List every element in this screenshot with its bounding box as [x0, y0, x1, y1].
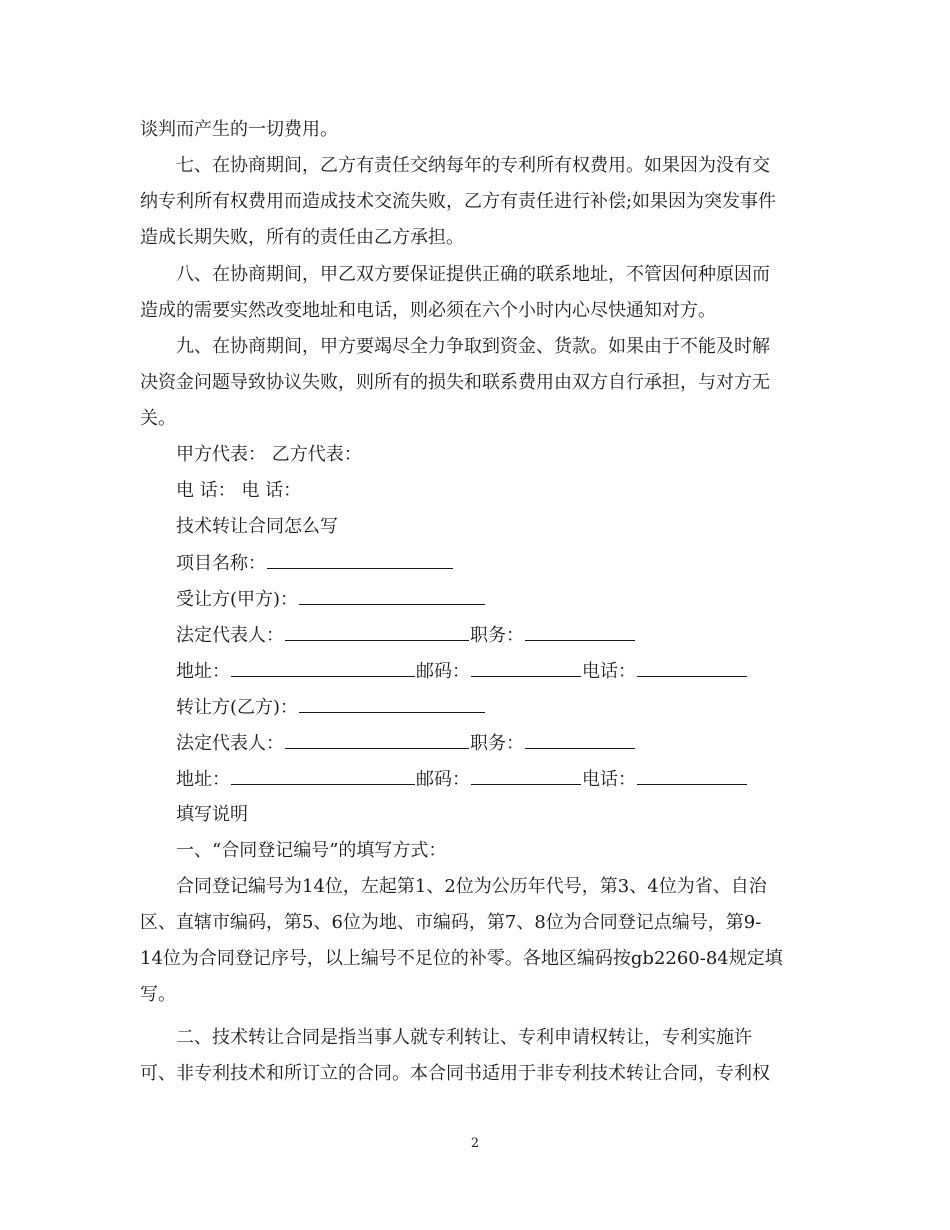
form-row-transferee-address	[176, 659, 748, 684]
form-row-transferor-legal-rep	[176, 731, 636, 756]
postcode-blank	[471, 659, 581, 677]
project-name-label: 项目名称：	[176, 553, 266, 574]
signature-representatives: 甲方代表： 乙方代表：	[176, 444, 362, 465]
form-row-transferee	[176, 587, 486, 612]
paragraph-line: 可、非专利技术和所订立的合同。本合同书适用于非专利技术转让合同，专利权	[140, 1063, 770, 1084]
postcode-label: 邮码：	[416, 661, 470, 682]
position-label: 职务：	[470, 733, 524, 754]
form-row-transferor-address	[176, 767, 748, 792]
paragraph-line: 关。	[140, 408, 176, 429]
legal-rep-label: 法定代表人：	[176, 733, 284, 754]
paragraph-line: 造成的需要实然改变地址和电话，则必须在六个小时内心尽快通知对方。	[140, 300, 716, 321]
position-blank	[525, 731, 635, 749]
paragraph-line: 八、在协商期间，甲乙双方要保证提供正确的联系地址，不管因何种原因而	[176, 264, 770, 285]
phone-label: 电话：	[582, 661, 636, 682]
phone-label: 电话：	[582, 769, 636, 790]
legal-rep-blank	[285, 623, 469, 641]
paragraph-line: 写。	[140, 984, 176, 1005]
phone-blank	[637, 767, 747, 785]
paragraph-line: 二、技术转让合同是指当事人就专利转让、专利申请权转让，专利实施许	[176, 1027, 752, 1048]
form-row-transferor	[176, 695, 486, 720]
instructions-item: 一、“合同登记编号”的填写方式：	[176, 840, 447, 861]
paragraph-line: 九、在协商期间，甲方要竭尽全力争取到资金、货款。如果由于不能及时解	[176, 336, 770, 357]
paragraph-line: 谈判而产生的一切费用。	[140, 119, 338, 140]
transferee-label: 受让方(甲方)：	[176, 589, 299, 610]
address-blank	[231, 767, 415, 785]
form-row-project-name	[176, 551, 454, 576]
transferor-label: 转让方(乙方)：	[176, 697, 299, 718]
postcode-blank	[471, 767, 581, 785]
legal-rep-label: 法定代表人：	[176, 625, 284, 646]
page-number: 2	[470, 1136, 480, 1151]
paragraph-line: 区、直辖市编码，第5、6位为地、市编码，第7、8位为合同登记点编号，第9-	[140, 912, 762, 933]
paragraph-line: 合同登记编号为14位，左起第1、2位为公历年代号，第3、4位为省、自治	[176, 876, 767, 897]
transferee-blank	[299, 587, 485, 605]
legal-rep-blank	[285, 731, 469, 749]
transferor-blank	[299, 695, 485, 713]
address-blank	[231, 659, 415, 677]
paragraph-line: 纳专利所有权费用而造成技术交流失败，乙方有责任进行补偿;如果因为突发事件	[140, 191, 777, 212]
position-label: 职务：	[470, 625, 524, 646]
project-name-blank	[267, 551, 453, 569]
form-row-transferee-legal-rep	[176, 623, 636, 648]
section-heading: 技术转让合同怎么写	[176, 516, 338, 537]
address-label: 地址：	[176, 769, 230, 790]
address-label: 地址：	[176, 661, 230, 682]
instructions-heading: 填写说明	[176, 804, 248, 825]
paragraph-line: 造成长期失败，所有的责任由乙方承担。	[140, 227, 464, 248]
postcode-label: 邮码：	[416, 769, 470, 790]
paragraph-line: 七、在协商期间，乙方有责任交纳每年的专利所有权费用。如果因为没有交	[176, 155, 770, 176]
signature-phones: 电 话： 电 话：	[176, 480, 302, 501]
paragraph-line: 14位为合同登记序号，以上编号不足位的补零。各地区编码按gb2260-84规定填	[140, 948, 783, 969]
paragraph-line: 决资金问题导致协议失败，则所有的损失和联系费用由双方自行承担，与对方无	[140, 372, 770, 393]
position-blank	[525, 623, 635, 641]
phone-blank	[637, 659, 747, 677]
